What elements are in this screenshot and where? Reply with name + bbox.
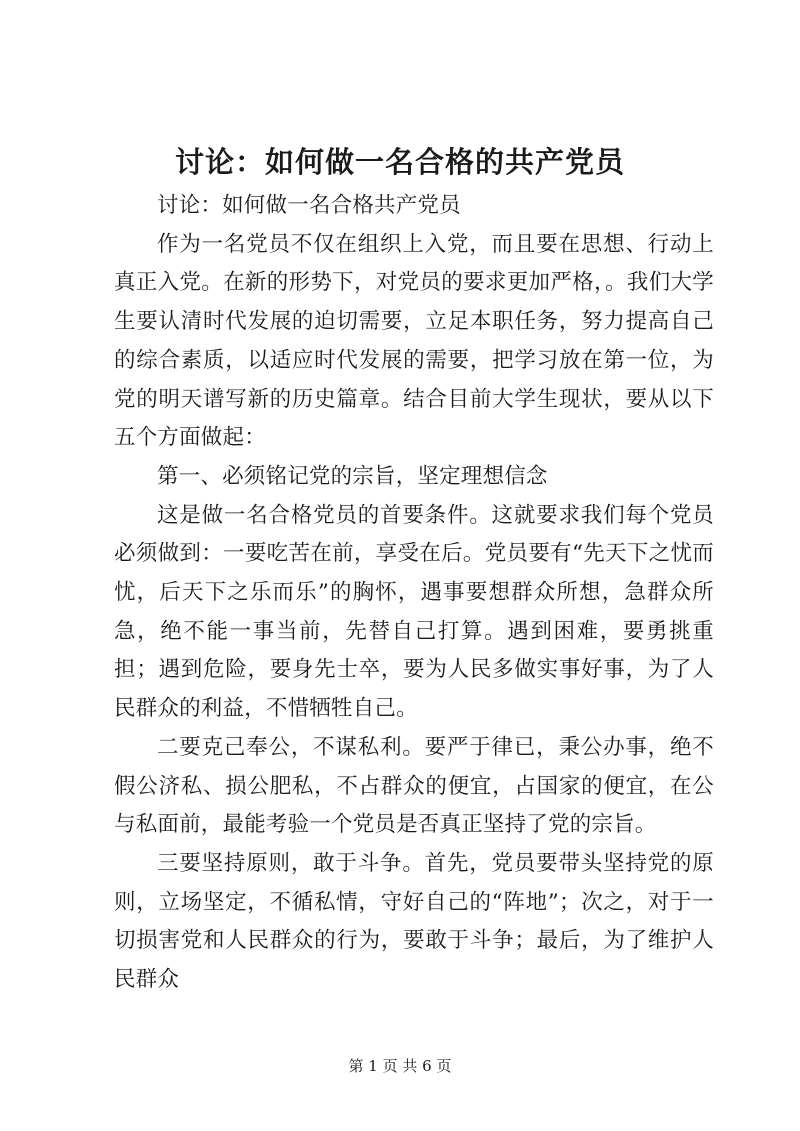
document-title: 讨论：如何做一名合格的共产党员 xyxy=(174,145,625,179)
subtitle-paragraph: 讨论：如何做一名合格共产党员 xyxy=(157,193,461,218)
body-paragraph: 二要克己奉公，不谋私利。要严于律已，秉公办事，绝不假公济私、损公肥私，不占群众的便宜，占国家的便宜，在公与私面前，最能考验一个党员是否真正坚持了党的宗旨。 xyxy=(114,734,714,838)
body-paragraph: 这是做一名合格党员的首要条件。这就要求我们每个党员必须做到：一要吃苦在前，享受在后。党员要有“先天下之忧而忧，后天下之乐而乐”的胸怀，遇事要想群众所想，急群众所急，绝不能一事当前，先替自己打算。遇到困难，要勇挑重担；遇到危险，要身先士卒，要为人民多做实事好事，为了人民群众的利益，不惜牺牲自己。 xyxy=(114,502,714,722)
body-paragraph: 三要坚持原则，敢于斗争。首先，党员要带头坚持党的原则，立场坚定，不循私情，守好自己的“阵地”；次之，对于一切损害党和人民群众的行为，要敢于斗争；最后，为了维护人民群众 xyxy=(114,850,714,993)
intro-paragraph: 作为一名党员不仅在组织上入党，而且要在思想、行动上真正入党。在新的形势下，对党员的要求更加严格，。我们大学生要认清时代发展的迫切需要，立足本职任务，努力提高自己的综合素质，以适应时代发展的需要，把学习放在第一位，为党的明天谱写新的历史篇章。结合目前大学生现状，要从以下五个方面做起： xyxy=(114,231,714,451)
page-number-label: 第 1 页 共 6 页 xyxy=(348,1057,452,1075)
page-footer xyxy=(0,1056,800,1076)
document-body xyxy=(114,187,714,1000)
section-heading-paragraph: 第一、必须铭记党的宗旨，坚定理想信念 xyxy=(157,463,548,489)
